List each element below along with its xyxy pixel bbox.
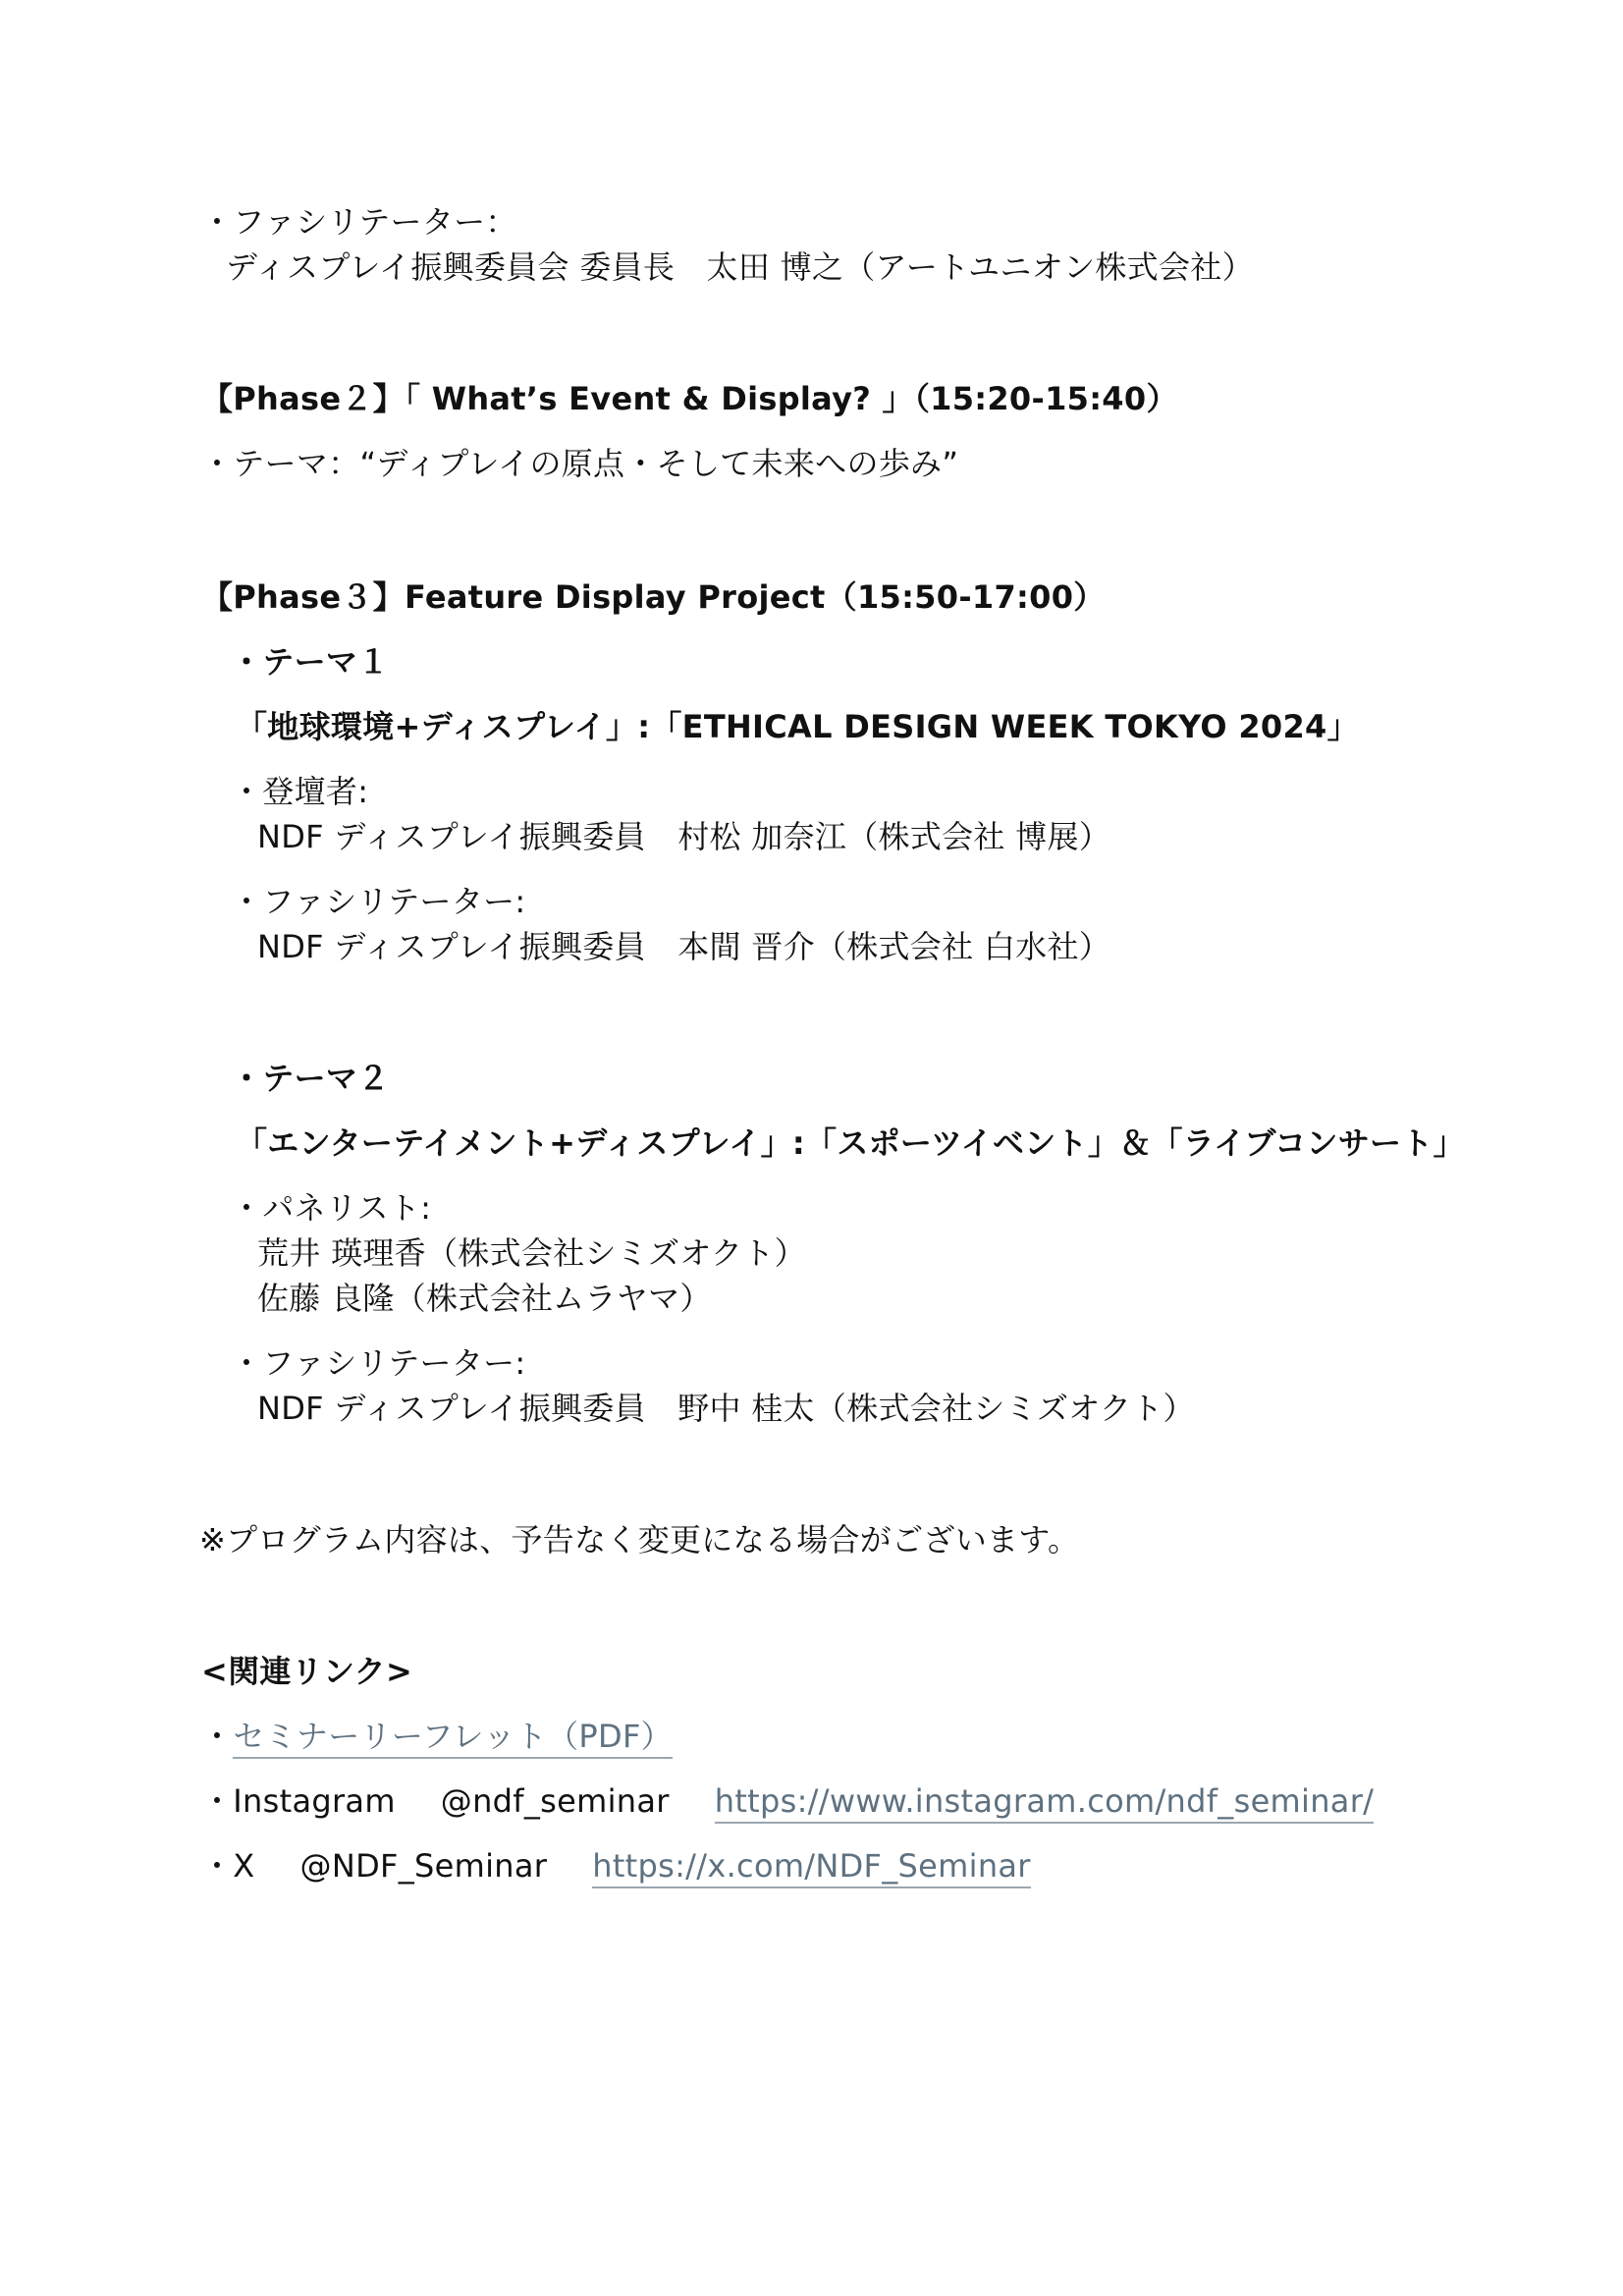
leaflet-bullet: ・ bbox=[201, 1718, 234, 1755]
phase2-theme: ・テーマ：“ディプレイの原点・そして未来への歩み” bbox=[201, 445, 959, 482]
phase1-facilitator-label: ・ファシリテーター： bbox=[201, 203, 517, 241]
phase1-facilitator-detail: ディスプレイ振興委員会 委員長 太田 博之（アートユニオン株式会社） bbox=[226, 248, 1254, 286]
theme2-panelist-label: ・パネリスト: bbox=[231, 1189, 432, 1227]
theme2-facilitator-label: ・ファシリテーター: bbox=[231, 1344, 526, 1382]
theme1-speaker-label: ・登壇者: bbox=[231, 773, 369, 810]
theme1-speaker: NDF ディスプレイ振興委員 村松 加奈江（株式会社 博展） bbox=[257, 818, 1111, 855]
theme1-facilitator: NDF ディスプレイ振興委員 本間 晋介（株式会社 白水社） bbox=[257, 928, 1111, 965]
instagram-row bbox=[201, 1781, 1374, 1821]
instagram-label: ・Instagram bbox=[201, 1782, 396, 1820]
theme2-panelist-1: 荒井 瑛理香（株式会社シミズオクト） bbox=[257, 1234, 806, 1272]
phase2-heading: 【Phase２】「 What’s Event & Display? 」（15:20-15:40） bbox=[201, 380, 1178, 417]
x-url-link[interactable]: https://x.com/NDF_Seminar bbox=[592, 1847, 1031, 1888]
related-links-heading: <関連リンク> bbox=[201, 1653, 413, 1690]
theme2-facilitator: NDF ディスプレイ振興委員 野中 桂太（株式会社シミズオクト） bbox=[257, 1390, 1195, 1427]
theme1-label: ・テーマ１ bbox=[231, 643, 390, 681]
instagram-handle: @ndf_seminar bbox=[440, 1782, 670, 1820]
theme2-panelist-2: 佐藤 良隆（株式会社ムラヤマ） bbox=[257, 1280, 712, 1317]
theme1-title: 「地球環境+ディスプレイ」:「ETHICAL DESIGN WEEK TOKYO 2024」 bbox=[236, 708, 1359, 745]
phase3-heading: 【Phase３】Feature Display Project（15:50-17:00） bbox=[201, 578, 1106, 616]
program-change-notice: ※プログラム内容は、予告なく変更になる場合がございます。 bbox=[199, 1521, 1080, 1558]
x-handle: @NDF_Seminar bbox=[299, 1847, 548, 1885]
leaflet-pdf-link[interactable]: セミナーリーフレット（PDF） bbox=[233, 1718, 673, 1759]
x-label: ・X bbox=[201, 1847, 255, 1885]
theme2-label: ・テーマ２ bbox=[231, 1060, 390, 1097]
theme2-title: 「エンターテイメント+ディスプレイ」:「スポーツイベント」＆「ライブコンサート」 bbox=[236, 1124, 1465, 1162]
leaflet-link-row bbox=[201, 1717, 673, 1756]
instagram-url-link[interactable]: https://www.instagram.com/ndf_seminar/ bbox=[715, 1782, 1375, 1824]
theme1-facilitator-label: ・ファシリテーター: bbox=[231, 883, 526, 920]
x-row bbox=[201, 1846, 1031, 1886]
